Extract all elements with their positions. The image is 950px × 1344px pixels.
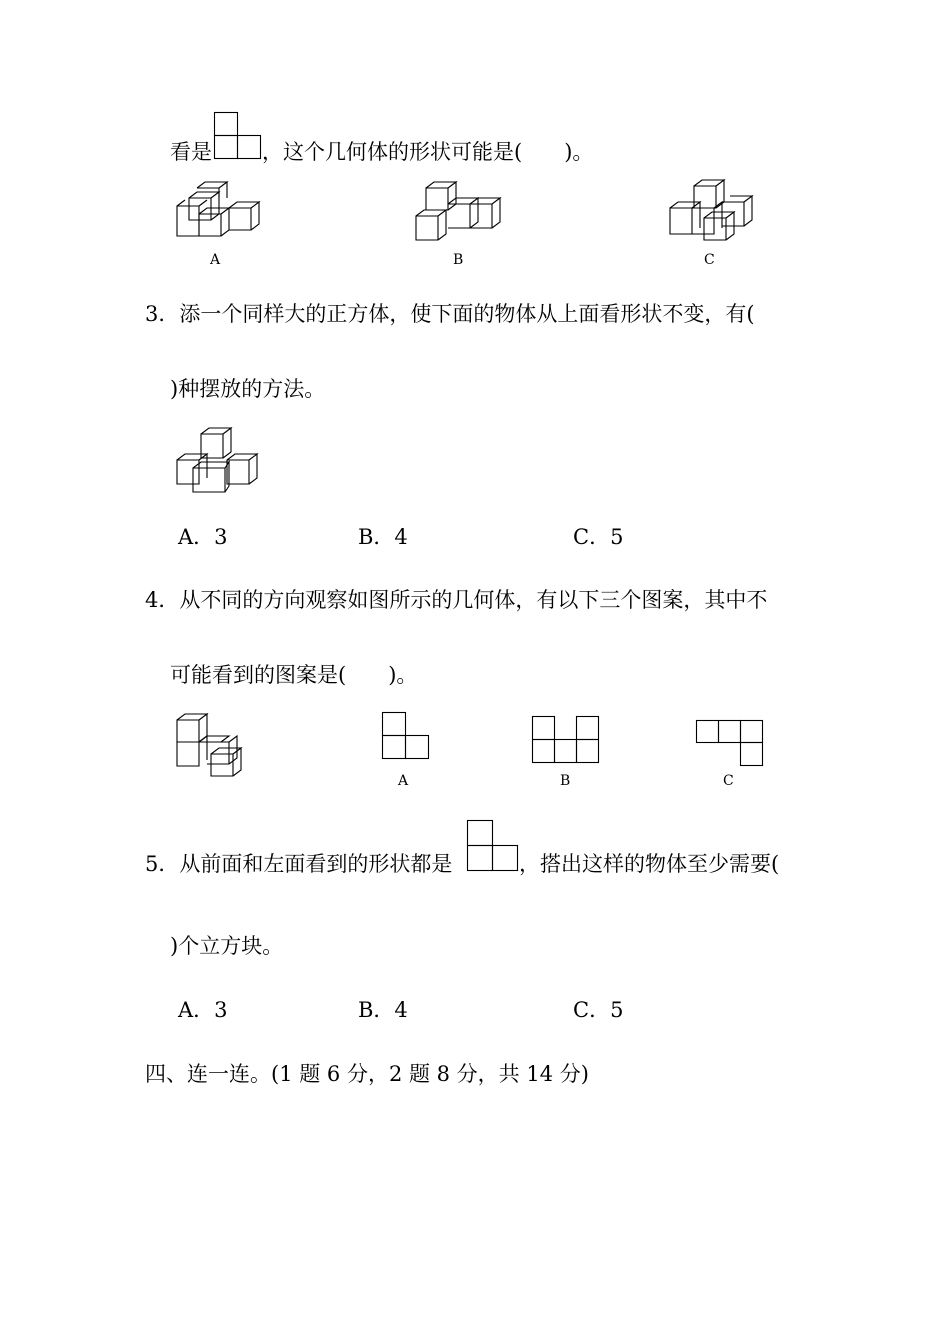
q5-option-b: B．4 xyxy=(358,998,408,1022)
q3-cube-figure xyxy=(175,424,265,494)
q5-option-a: A．3 xyxy=(178,998,228,1022)
q4-option-c-figure xyxy=(696,720,766,768)
q4-line2: 可能看到的图案是( )。 xyxy=(170,663,418,687)
q5-option-c: C．5 xyxy=(573,998,624,1022)
q2-prefix: 看是 xyxy=(170,140,212,164)
q2-line xyxy=(170,140,212,164)
q2-top-view-figure xyxy=(214,112,262,160)
q4-solid-figure xyxy=(175,708,265,778)
q2-line-suffix xyxy=(262,140,593,164)
section4-title: 四、连一连。(1 题 6 分，2 题 8 分，共 14 分) xyxy=(145,1062,589,1086)
q3-option-a: A．3 xyxy=(178,525,228,549)
q5-line1-prefix: 5．从前面和左面看到的形状都是 xyxy=(145,852,453,876)
q2-option-b-figure xyxy=(414,176,504,242)
q3-line1: 3．添一个同样大的正方体，使下面的物体从上面看形状不变，有( xyxy=(145,302,755,326)
q2-option-b-label: B xyxy=(453,252,464,268)
q3-option-b: B．4 xyxy=(358,525,408,549)
q4-option-a-figure xyxy=(382,712,430,760)
q4-option-b-label: B xyxy=(560,773,571,789)
q2-option-a-label: A xyxy=(210,252,221,268)
q2-option-c-figure xyxy=(668,176,758,242)
q2-option-c-label: C xyxy=(704,252,715,268)
q5-view-figure xyxy=(467,820,519,872)
q4-line1: 4．从不同的方向观察如图所示的几何体，有以下三个图案，其中不 xyxy=(145,588,768,612)
q5-line1-suffix: ，搭出这样的物体至少需要( xyxy=(519,852,780,876)
q4-option-b-figure xyxy=(532,716,600,764)
q5-line2: )个立方块。 xyxy=(170,934,284,958)
q4-option-c-label: C xyxy=(723,773,734,789)
q2-option-a-figure xyxy=(175,180,265,240)
q3-option-c: C．5 xyxy=(573,525,624,549)
q4-option-a-label: A xyxy=(398,773,409,789)
q2-suffix: ，这个几何体的形状可能是( )。 xyxy=(262,140,594,164)
q3-line2: )种摆放的方法。 xyxy=(170,377,326,401)
